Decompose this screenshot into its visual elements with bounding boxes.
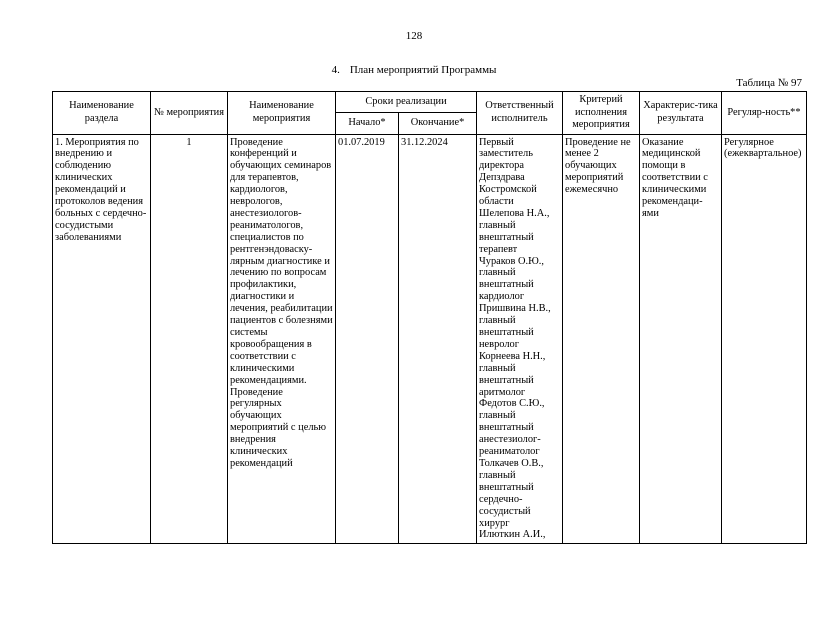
cell-responsible: Первый заместитель директора Депздрава Костромской области Шелепова Н.А., главный внештатный терапевт Чураков О.Ю., главный внештатный кардиолог Пришвина Н.В., главный внештатный невролог Корнеева Н.Н., главный внештатный аритмолог Федотов С.Ю., главный внештатный анестезиолог-реаниматолог Толкачев О.В., главный внештатный сердечно-сосудистый хирург Илюткин А.И., bbox=[477, 134, 563, 544]
header-regularity: Регуляр-ность** bbox=[722, 92, 807, 135]
header-event-name: Наименование мероприятия bbox=[228, 92, 336, 135]
header-start: Начало* bbox=[336, 113, 399, 134]
cell-criteria: Проведение не менее 2 обучающих мероприятий ежемесячно bbox=[563, 134, 640, 544]
cell-section-name: 1. Мероприятия по внедрению и соблюдению клинических рекомендаций и протоколов ведения больных с сердечно-сосудистыми заболеваниями bbox=[53, 134, 151, 544]
table-row bbox=[53, 134, 807, 544]
section-title-text: План мероприятий Программы bbox=[349, 64, 497, 76]
header-section-name: Наименование раздела bbox=[53, 92, 151, 135]
cell-event-name: Проведение конференций и обучающих семинаров для терапевтов, кардиологов, неврологов, анестезиологов-реаниматологов, специалистов по рентгенэндоваску-лярным диагностике и лечению по вопросам профилактики, диагностики и лечения, реабилитации пациентов с болезнями системы кровообращения в соответствии с клиническими рекомендациями. Проведение регулярных обучающих мероприятий с целью внедрения клинических рекомендаций bbox=[228, 134, 336, 544]
cell-end-date: 31.12.2024 bbox=[399, 134, 477, 544]
cell-result: Оказание медицинской помощи в соответствии с клиническими рекомендаци-ями bbox=[640, 134, 722, 544]
cell-start-date: 01.07.2019 bbox=[336, 134, 399, 544]
header-responsible: Ответственный исполнитель bbox=[477, 92, 563, 135]
section-title bbox=[0, 64, 828, 76]
header-criteria: Критерий исполнения мероприятия bbox=[563, 92, 640, 135]
header-end: Окончание* bbox=[399, 113, 477, 134]
header-event-number: № мероприятия bbox=[151, 92, 228, 135]
header-row-1 bbox=[53, 92, 807, 113]
header-deadlines: Сроки реализации bbox=[336, 92, 477, 113]
page-number: 128 bbox=[405, 30, 423, 42]
section-number: 4. bbox=[331, 64, 340, 76]
cell-regularity: Регулярное (ежеквартальное) bbox=[722, 134, 807, 544]
table-label: Таблица № 97 bbox=[736, 77, 802, 89]
plan-table bbox=[52, 91, 807, 544]
cell-event-number: 1 bbox=[151, 134, 228, 544]
header-result: Характерис-тика результата bbox=[640, 92, 722, 135]
